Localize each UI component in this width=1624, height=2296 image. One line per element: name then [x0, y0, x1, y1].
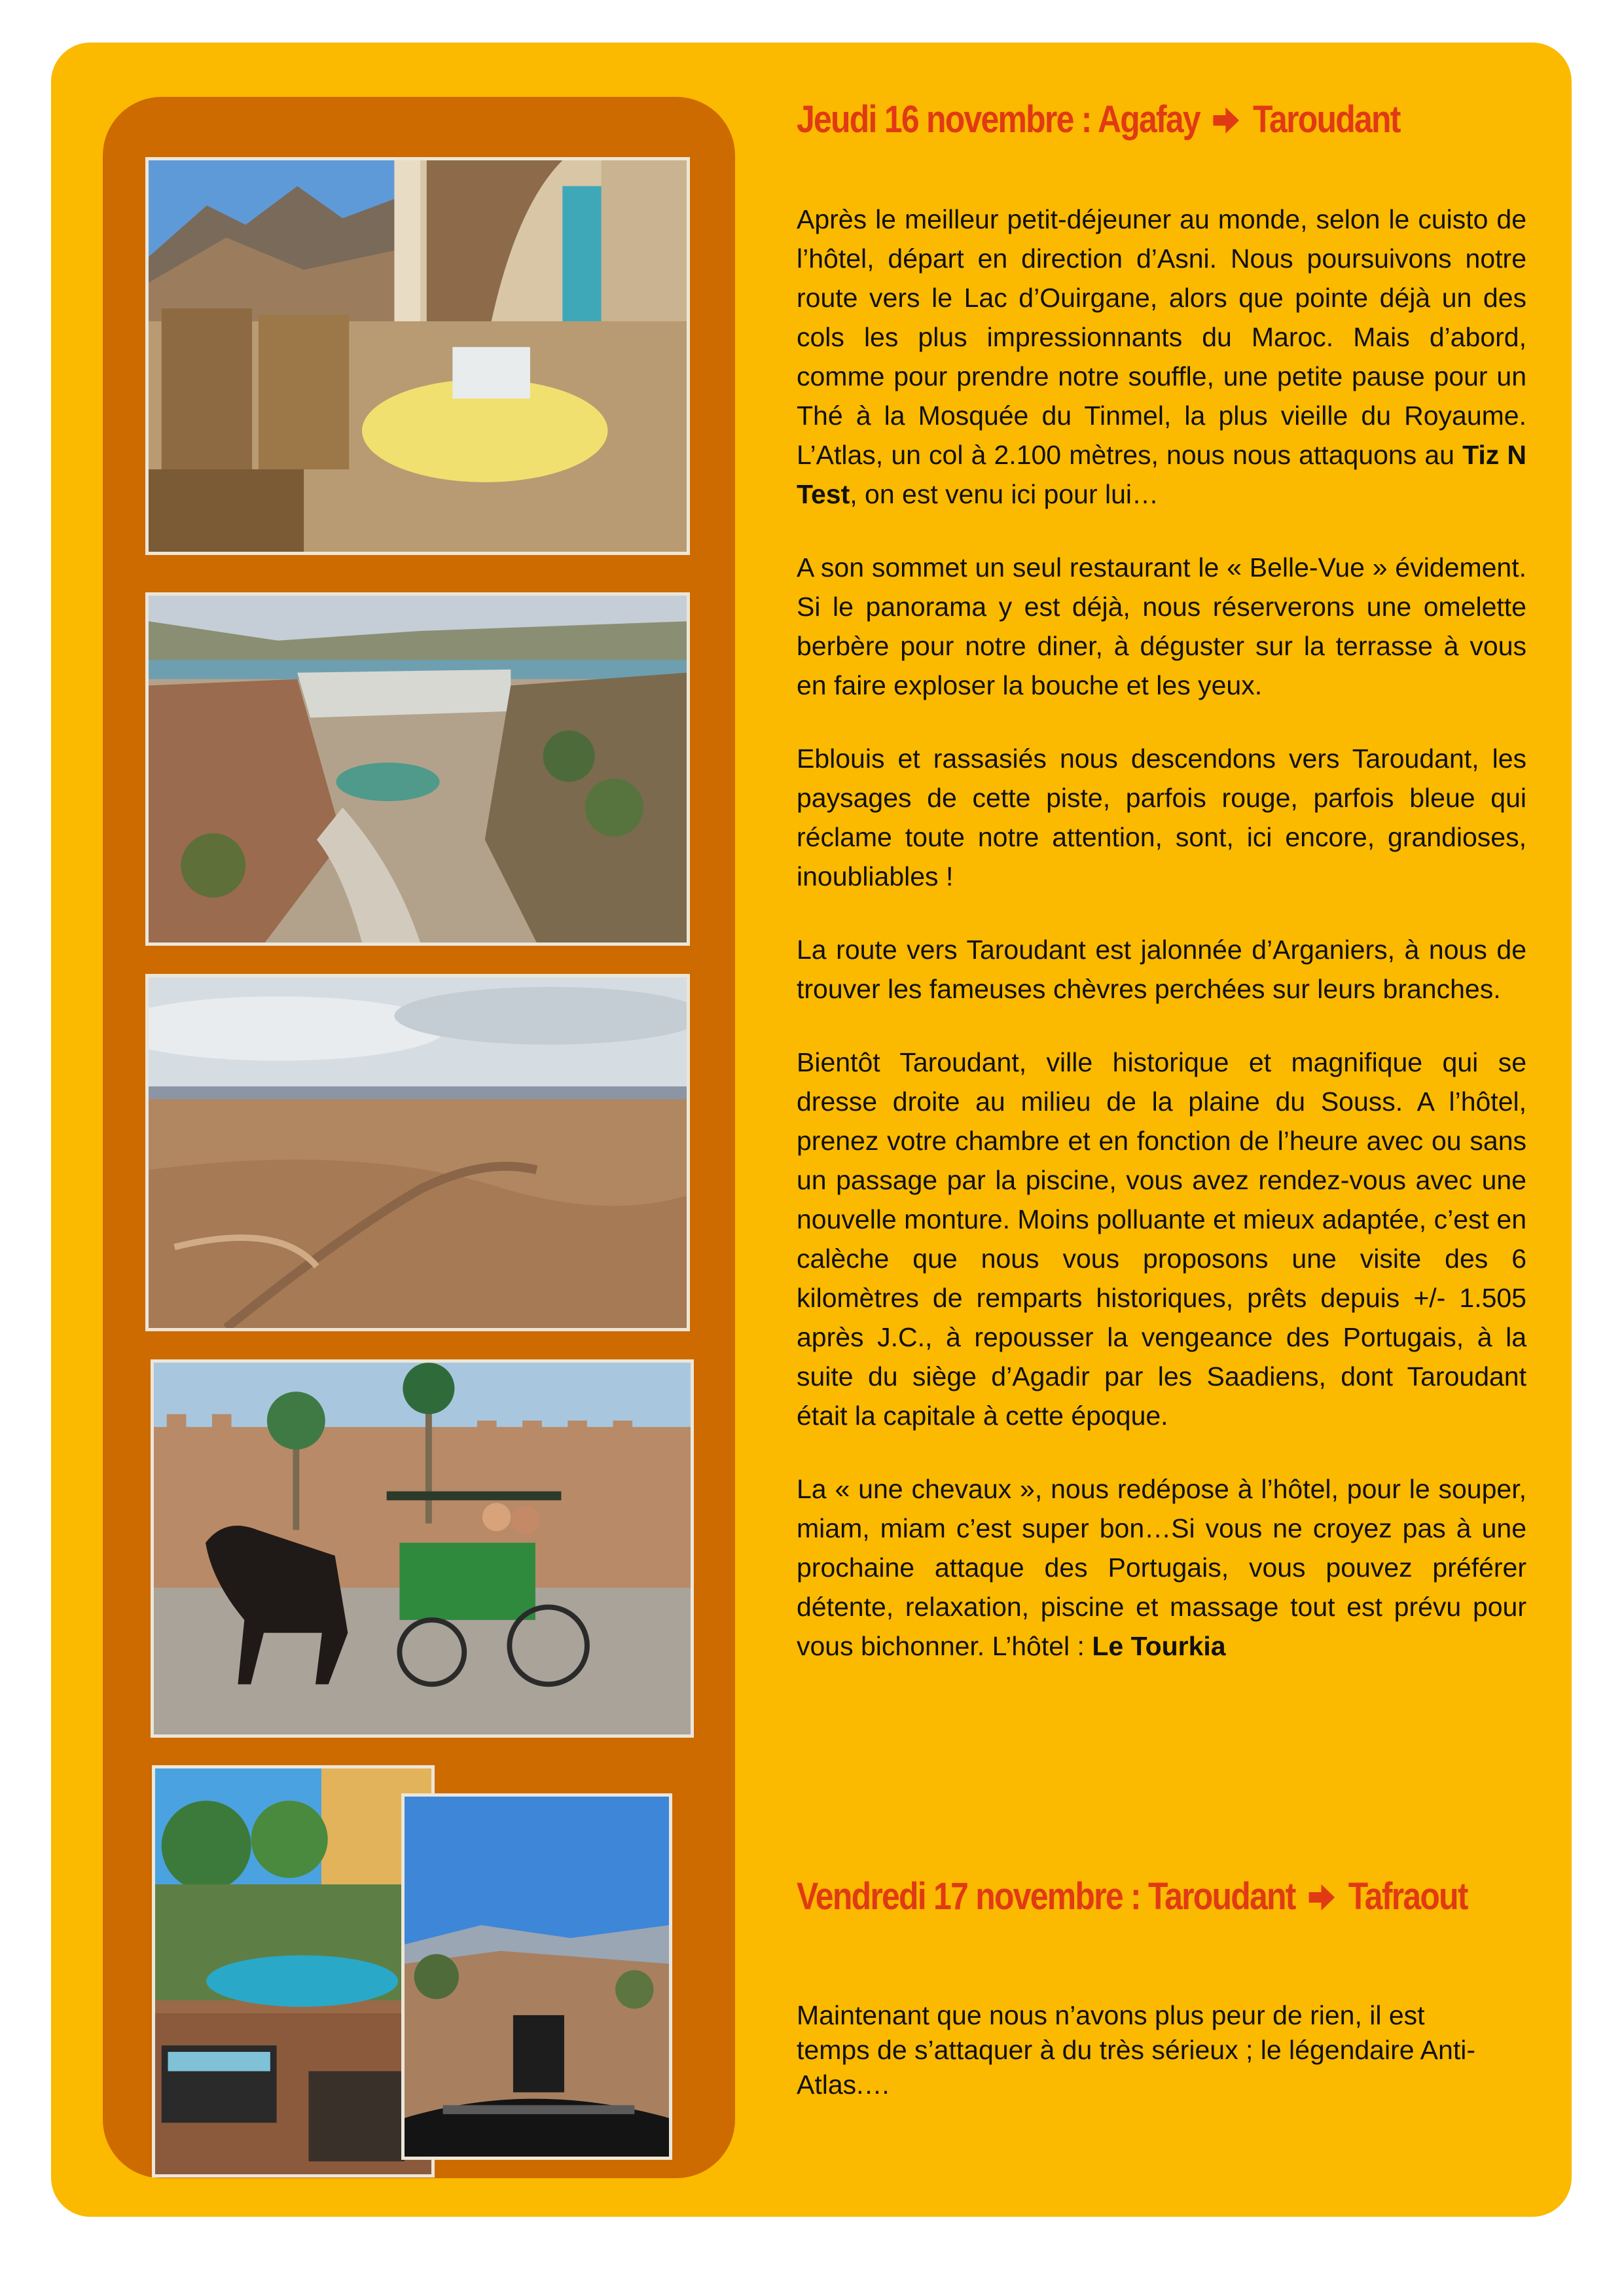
day2-section: [797, 1874, 1526, 2102]
right-arrow-icon: [1308, 1883, 1336, 1912]
pass-name: Tiz N Test: [797, 440, 1526, 509]
paragraph-text: La « une chevaux », nous redépose à l’hôtel, pour le souper, miam, miam c’est super bon…Si vous ne croyez pas à une prochaine attaque des Portugais, vous pouvez préférer détente, relaxation, piscine et massage tout est prévu pour vous bichonner. L’hôtel :: [797, 1474, 1526, 1661]
photo-agafay-desert: [145, 974, 690, 1331]
day2-paragraph: Maintenant que nous n’avons plus peur de rien, il est temps de s’attaquer à du très sérieux ; le légendaire Anti-Atlas.…: [797, 2000, 1475, 2100]
day1-paragraph-6: [797, 1469, 1526, 1666]
day1-title-start: Jeudi 16 novembre : Agafay: [797, 98, 1200, 141]
paragraph-text: Après le meilleur petit-déjeuner au monde, selon le cuisto de l’hôtel, départ en direction d’Asni. Nous poursuivons notre route vers le Lac d’Ouirgane, alors que pointe déjà un des cols les plus impressionnants du Maroc. Mais d’abord, comme pour prendre notre souffle, une petite pause pour un Thé à la Mosquée du Tinmel, la plus vieille du Royaume. L’Atlas, un col à 2.100 mètres, nous nous attaquons au: [797, 204, 1526, 470]
paragraph-text-end: , on est venu ici pour lui…: [850, 479, 1159, 509]
day1-paragraph-4: La route vers Taroudant est jalonnée d’Arganiers, à nous de trouver les fameuses chèvres perchées sur leurs branches.: [797, 935, 1526, 1004]
day1-title: [797, 97, 1424, 143]
text-column: [797, 97, 1526, 1666]
photo-hotel-piscine: [152, 1765, 435, 2178]
day1-paragraph-5: Bientôt Taroudant, ville historique et magnifique qui se dresse droite au milieu de la plaine du Souss. A l’hôtel, prenez votre chambre et en fonction de l’heure avec ou sans un passage par la piscine, vous avez rendez-vous avec une nouvelle monture. Moins polluante et mieux adaptée, c’est en calèche que nous vous proposons une visite des 6 kilomètres de remparts historiques, prêts depuis +/- 1.505 après J.C., à repousser la vengeance des Portugais, à la suite du siège d’Agadir par les Saadiens, dont Taroudant était la capitale à cette époque.: [797, 1047, 1526, 1431]
day2-title-end: Tafraout: [1348, 1875, 1468, 1918]
right-arrow-icon: [1212, 106, 1240, 135]
photo-caleche-remparts: [151, 1359, 694, 1738]
day1-paragraph-3: Eblouis et rassasiés nous descendons vers Taroudant, les paysages de cette piste, parfois rouge, parfois bleue qui réclame toute notre attention, sont, ici encore, grandioses, inoubliables !: [797, 744, 1526, 891]
photo-dam-canyon: [145, 592, 690, 946]
hotel-name: Le Tourkia: [1092, 1631, 1226, 1661]
photo-moto-panorama: [401, 1793, 672, 2160]
day2-title: [797, 1874, 1468, 1920]
photo-terrace-mountains: [145, 157, 690, 555]
day1-title-end: Taroudant: [1253, 98, 1400, 141]
day2-title-start: Vendredi 17 novembre : Taroudant: [797, 1875, 1295, 1918]
day1-paragraph-1: [797, 200, 1526, 514]
day1-paragraph-2: A son sommet un seul restaurant le « Belle-Vue » évidement. Si le panorama y est déjà, nous réserverons une omelette berbère pour notre diner, à déguster sur la terrasse à vous en faire exploser la bouche et les yeux.: [797, 552, 1526, 700]
